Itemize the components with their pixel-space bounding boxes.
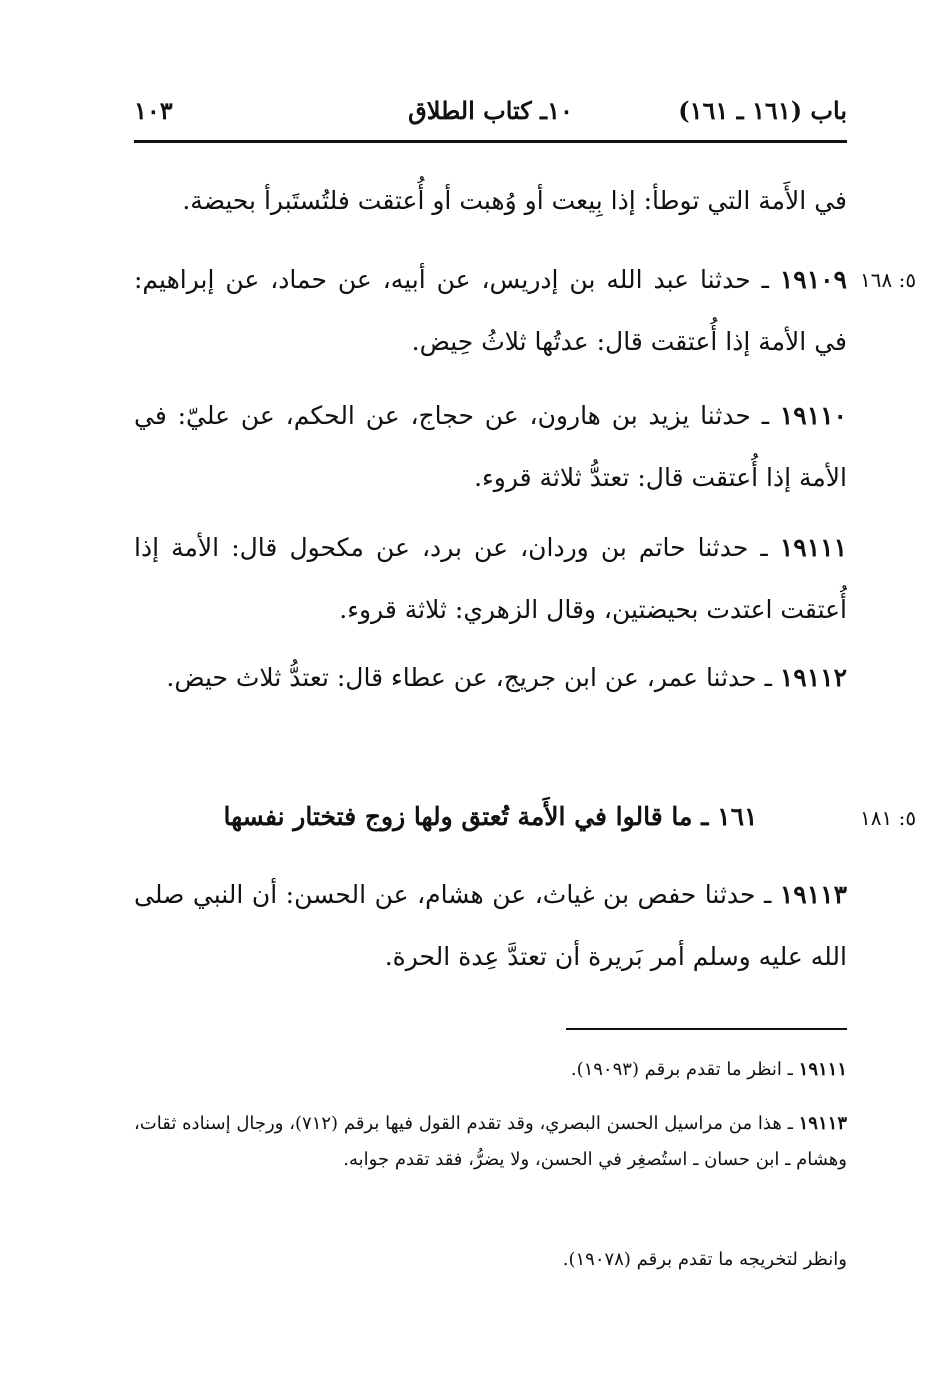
footnote-text: ـ هذا من مراسيل الحسن البصري، وقد تقدم القول فيها برقم (٧١٢)، ورجال إسناده ثقات، وهشام ـ ابن حسان ـ استُصغِر في الحسن، ولا يضرُّ، فقد تقدم جوابه.: [134, 1113, 847, 1170]
hadith-paragraph: [134, 385, 847, 509]
intro-paragraph: في الأَمة التي توطأ: إذا بِيعت أو وُهبت أو أُعتقت فلتُستَبرأ بحيضة.: [182, 186, 847, 215]
hadith-text: ـ حدثنا حاتم بن وردان، عن برد، عن مكحول قال: الأمة إذا أُعتقت اعتدت بحيضتين، وقال الزهري: ثلاثة قروء.: [134, 533, 847, 624]
footnote-number: ١٩١١٣: [798, 1113, 847, 1134]
margin-ref: ٥: ١٦٨: [860, 268, 917, 292]
footnote-text: وانظر لتخريجه ما تقدم برقم (١٩٠٧٨).: [562, 1249, 847, 1270]
header-rule: [134, 140, 847, 143]
hadith-text: ـ حدثنا حفص بن غياث، عن هشام، عن الحسن: أن النبي صلى الله عليه وسلم أمر بَريرة أن تعتدَّ عِدة الحرة.: [134, 880, 847, 971]
hadith-text: ـ حدثنا عبد الله بن إدريس، عن أبيه، عن حماد، عن إبراهيم: في الأمة إذا أُعتقت قال: عدتُها ثلاثُ حِيض.: [134, 265, 847, 356]
section-heading: ١٦١ ـ ما قالوا في الأَمة تُعتق ولها زوج فتختار نفسها: [223, 802, 758, 831]
page-header: [134, 92, 847, 134]
hadith-number: ١٩١٠٩: [779, 265, 847, 294]
hadith-paragraph: [134, 517, 847, 641]
footnote-number: ١٩١١١: [798, 1059, 847, 1080]
chapter-range: باب (١٦١ ـ ١٦١): [678, 96, 847, 125]
footnote-text: ـ انظر ما تقدم برقم (١٩٠٩٣).: [570, 1059, 793, 1080]
hadith-paragraph: [134, 647, 847, 709]
book-title: ١٠ـ كتاب الطلاق: [408, 96, 573, 125]
hadith-paragraph: [134, 864, 847, 988]
hadith-number: ١٩١١٠: [779, 401, 847, 430]
footnote: [134, 1242, 847, 1278]
page-number: ١٠٣: [134, 96, 173, 125]
footnote: [134, 1106, 847, 1178]
hadith-text: ـ حدثنا يزيد بن هارون، عن حجاج، عن الحكم، عن عليّ: في الأمة إذا أُعتقت قال: تعتدُّ ثلاثة قروء.: [134, 401, 847, 492]
margin-ref: ٥: ١٨١: [860, 806, 917, 830]
footnote-rule: [566, 1028, 847, 1030]
hadith-number: ١٩١١٣: [779, 880, 847, 909]
hadith-paragraph: [134, 249, 847, 373]
hadith-text: ـ حدثنا عمر، عن ابن جريج، عن عطاء قال: تعتدُّ ثلاث حيض.: [166, 663, 772, 692]
footnote: [134, 1052, 847, 1088]
hadith-number: ١٩١١٢: [779, 663, 847, 692]
hadith-number: ١٩١١١: [779, 533, 847, 562]
